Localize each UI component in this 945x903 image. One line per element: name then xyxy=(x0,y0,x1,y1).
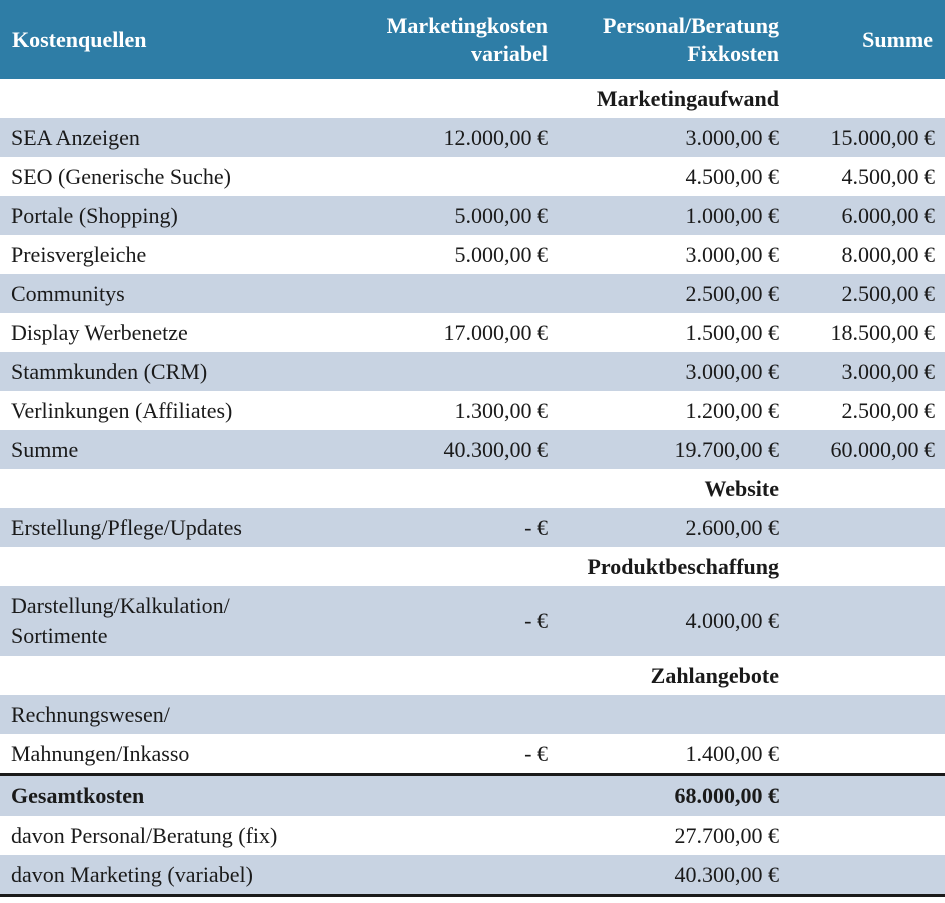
cell-fix: 2.600,00 € xyxy=(560,508,791,547)
row-label-line2: Sortimente xyxy=(11,623,108,648)
cell-fix: 1.200,00 € xyxy=(685,397,779,423)
row-label: Verlinkungen (Affiliates) xyxy=(11,397,233,423)
cell-variabel: 12.000,00 € xyxy=(360,118,560,157)
cell-fix: 3.000,00 € xyxy=(560,352,791,391)
table-row xyxy=(0,196,945,235)
section-title: Zahlangebote xyxy=(360,656,791,695)
table-row xyxy=(0,695,945,734)
row-label: Mahnungen/Inkasso xyxy=(11,740,190,766)
table-row xyxy=(0,235,945,274)
table-row xyxy=(0,508,945,547)
cell-summe: 15.000,00 € xyxy=(791,118,945,157)
table-row xyxy=(0,855,945,896)
table-row xyxy=(0,274,945,313)
cell-fix: 3.000,00 € xyxy=(560,118,791,157)
cell-summe: 18.500,00 € xyxy=(830,319,935,345)
cell-variabel xyxy=(360,157,560,196)
cell-variabel: 17.000,00 € xyxy=(443,319,548,345)
row-label: davon Marketing (variabel) xyxy=(0,855,360,896)
cell-summe: 4.500,00 € xyxy=(841,163,935,189)
table-row xyxy=(0,816,945,855)
header-personal-beratung xyxy=(560,0,791,79)
row-label: Rechnungswesen/ xyxy=(0,695,360,734)
cell-fix: 4.000,00 € xyxy=(560,586,791,656)
cell-personal-total: 27.700,00 € xyxy=(674,822,779,848)
cell-variabel: - € xyxy=(360,508,560,547)
row-label: Gesamtkosten xyxy=(0,775,360,817)
cell-fix: 2.500,00 € xyxy=(560,274,791,313)
section-row-marketingaufwand xyxy=(0,79,945,118)
cell-variabel: 1.300,00 € xyxy=(454,397,548,423)
cell-summe: 3.000,00 € xyxy=(791,352,945,391)
cell-fix: 19.700,00 € xyxy=(560,430,791,469)
header-marketingkosten-line2: variabel xyxy=(471,40,548,66)
section-row-website xyxy=(0,469,945,508)
header-personal-line2: Fixkosten xyxy=(687,40,779,66)
table-row xyxy=(0,157,945,196)
cell-summe: 8.000,00 € xyxy=(841,241,935,267)
header-marketingkosten-line1: Marketingkosten xyxy=(386,12,548,38)
table-header-row xyxy=(0,0,945,79)
table-row xyxy=(0,313,945,352)
row-label: Communitys xyxy=(0,274,360,313)
section-row-zahlangebote xyxy=(0,656,945,695)
header-summe: Summe xyxy=(862,26,933,52)
section-title: Website xyxy=(360,469,791,508)
header-marketingkosten xyxy=(360,0,560,79)
row-label: Summe xyxy=(0,430,360,469)
row-label: Display Werbenetze xyxy=(11,319,188,345)
cell-fix: 1.000,00 € xyxy=(560,196,791,235)
table-row xyxy=(0,734,945,775)
cell-fix: 1.400,00 € xyxy=(685,740,779,766)
row-label-line1: Darstellung/Kalkulation/ xyxy=(11,593,230,618)
cell-variabel: 5.000,00 € xyxy=(454,241,548,267)
row-label xyxy=(0,586,360,656)
table-row xyxy=(0,352,945,391)
row-label: SEA Anzeigen xyxy=(0,118,360,157)
row-label: davon Personal/Beratung (fix) xyxy=(11,822,278,848)
row-label: SEO (Generische Suche) xyxy=(11,163,231,189)
cell-variabel xyxy=(360,274,560,313)
header-kostenquellen: Kostenquellen xyxy=(12,26,147,52)
header-personal-line1: Personal/Beratung xyxy=(603,12,779,38)
cell-marketing-total: 40.300,00 € xyxy=(560,855,791,896)
gesamtkosten-row xyxy=(0,775,945,817)
cell-fix: 4.500,00 € xyxy=(685,163,779,189)
table-row xyxy=(0,391,945,430)
cell-variabel xyxy=(360,352,560,391)
cell-summe: 6.000,00 € xyxy=(791,196,945,235)
cell-gesamt: 68.000,00 € xyxy=(560,775,791,817)
cell-variabel: 40.300,00 € xyxy=(360,430,560,469)
row-label: Preisvergleiche xyxy=(11,241,147,267)
row-label: Stammkunden (CRM) xyxy=(0,352,360,391)
cell-summe: 2.500,00 € xyxy=(791,274,945,313)
row-label: Erstellung/Pflege/Updates xyxy=(0,508,360,547)
cell-variabel: 5.000,00 € xyxy=(360,196,560,235)
cell-summe: 2.500,00 € xyxy=(841,397,935,423)
marketing-summe-row xyxy=(0,430,945,469)
section-title: Produktbeschaffung xyxy=(360,547,791,586)
cell-variabel: - € xyxy=(360,586,560,656)
section-title: Marketingaufwand xyxy=(360,79,791,118)
cell-fix: 1.500,00 € xyxy=(685,319,779,345)
cell-fix: 3.000,00 € xyxy=(685,241,779,267)
row-label: Portale (Shopping) xyxy=(0,196,360,235)
section-row-produktbeschaffung xyxy=(0,547,945,586)
cell-summe: 60.000,00 € xyxy=(791,430,945,469)
table-row xyxy=(0,118,945,157)
table-row xyxy=(0,586,945,656)
cell-variabel: - € xyxy=(524,740,548,766)
